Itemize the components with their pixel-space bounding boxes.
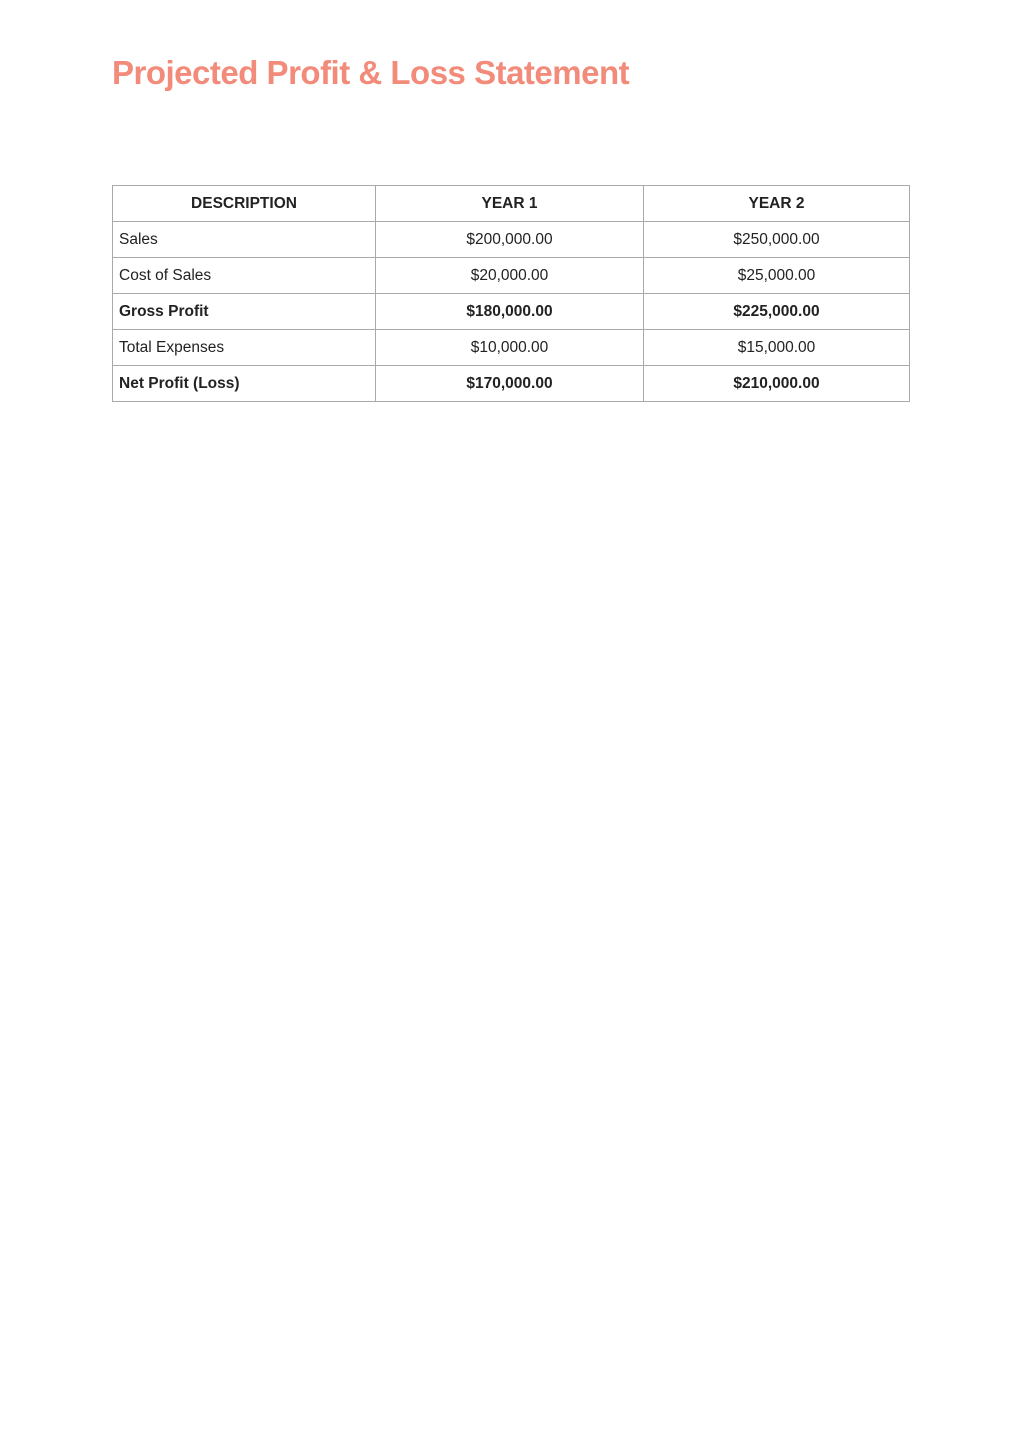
row-description: Cost of Sales — [113, 258, 376, 294]
row-year-1: $20,000.00 — [376, 258, 644, 294]
row-year-2: $210,000.00 — [644, 366, 910, 402]
row-year-1: $200,000.00 — [376, 222, 644, 258]
row-year-1: $10,000.00 — [376, 330, 644, 366]
row-year-1: $180,000.00 — [376, 294, 644, 330]
row-year-2: $25,000.00 — [644, 258, 910, 294]
row-year-2: $250,000.00 — [644, 222, 910, 258]
table-row — [113, 294, 910, 330]
table-row — [113, 258, 910, 294]
page-title: Projected Profit & Loss Statement — [112, 54, 630, 91]
row-description: Gross Profit — [113, 294, 376, 330]
profit-loss-table — [112, 185, 910, 402]
table-row — [113, 366, 910, 402]
header-description: DESCRIPTION — [113, 186, 376, 222]
table-row — [113, 222, 910, 258]
table-row — [113, 330, 910, 366]
row-year-2: $225,000.00 — [644, 294, 910, 330]
header-year-2: YEAR 2 — [644, 186, 910, 222]
table-header-row — [113, 186, 910, 222]
row-description: Total Expenses — [113, 330, 376, 366]
row-description: Sales — [113, 222, 376, 258]
header-year-1: YEAR 1 — [376, 186, 644, 222]
row-description: Net Profit (Loss) — [113, 366, 376, 402]
row-year-1: $170,000.00 — [376, 366, 644, 402]
row-year-2: $15,000.00 — [644, 330, 910, 366]
